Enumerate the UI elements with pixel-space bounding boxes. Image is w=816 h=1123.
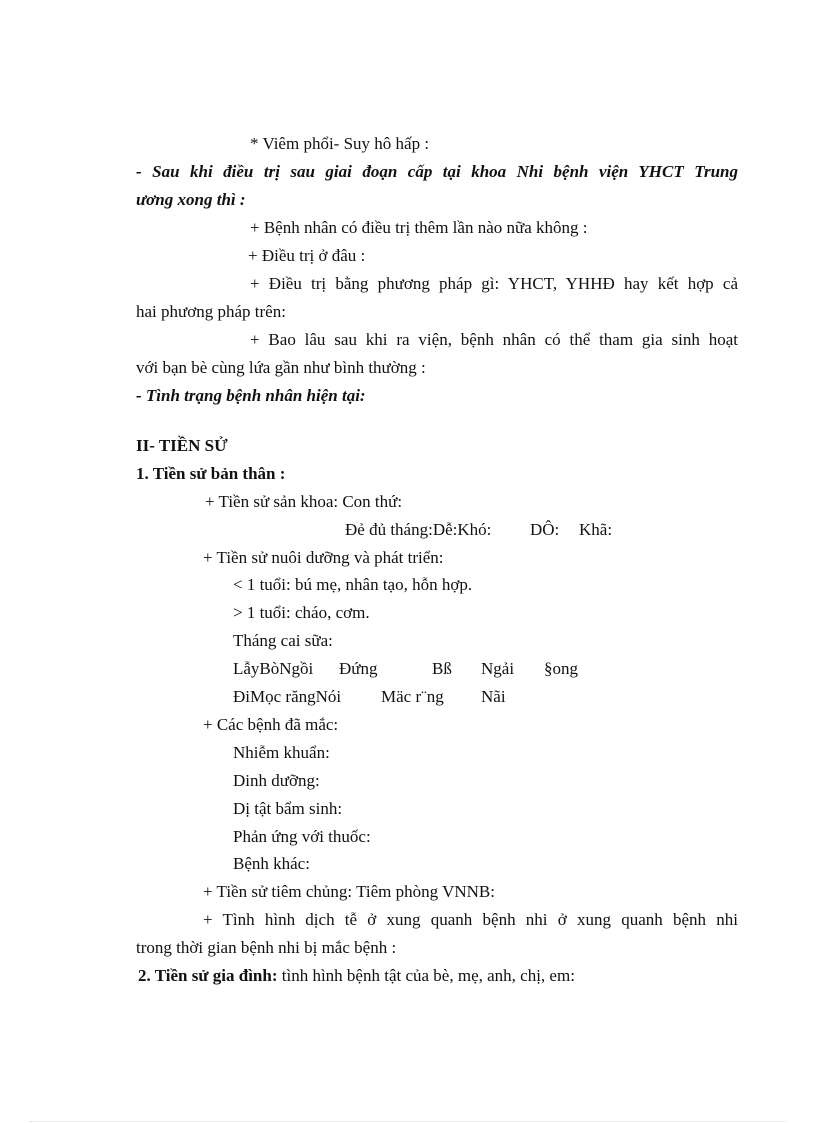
text-line: + Điều trị ở đâu : xyxy=(248,246,366,265)
section-heading: ương xong thì : xyxy=(136,190,246,209)
page-bottom-divider xyxy=(30,1121,786,1122)
text-line: Phản ứng với thuốc: xyxy=(233,827,371,846)
text-line: < 1 tuổi: bú mẹ, nhân tạo, hỗn hợp. xyxy=(233,575,473,594)
text-line: §ong xyxy=(544,659,578,678)
text-line: Tháng cai sữa: xyxy=(233,631,333,650)
text-line: + Các bệnh đã mắc: xyxy=(203,715,339,734)
text-line: + Tình hình dịch tễ ở xung quanh bệnh nhi ở xung quanh bệnh nhi xyxy=(203,910,738,929)
subsection-title: 1. Tiền sử bản thân : xyxy=(136,464,286,483)
text-line: + Điều trị bằng phương pháp gì: YHCT, YHHĐ hay kết hợp cả xyxy=(250,274,738,293)
text-line: tình hình bệnh tật của bè, mẹ, anh, chị, em: xyxy=(277,966,575,985)
section-heading: - Sau khi điều trị sau giai đoạn cấp tại khoa Nhi bệnh viện YHCT Trung xyxy=(136,162,738,181)
text-line: Bß xyxy=(432,659,452,678)
text-line: > 1 tuổi: cháo, cơm. xyxy=(233,603,370,622)
text-line: Bệnh khác: xyxy=(233,854,310,873)
text-line: Đẻ đủ tháng:Dễ:Khó: xyxy=(345,520,492,539)
text-line: LẫyBòNgồi xyxy=(233,659,314,678)
text-line: DÔ: xyxy=(530,520,560,539)
text-line: hai phương pháp trên: xyxy=(136,302,286,321)
text-line: * Viêm phổi- Suy hô hấp : xyxy=(250,134,430,153)
text-line: + Tiền sử sản khoa: Con thứ: xyxy=(205,492,403,511)
chapter-title: II- TIỀN SỬ xyxy=(136,436,228,455)
text-line: Dinh dưỡng: xyxy=(233,771,320,790)
text-line: Ngải xyxy=(481,659,515,678)
text-line: Đứng xyxy=(339,659,378,678)
text-line: + Tiền sử nuôi dưỡng và phát triển: xyxy=(203,548,444,567)
text-line: Dị tật bẩm sinh: xyxy=(233,799,343,818)
text-line: ĐiMọc răngNói xyxy=(233,687,342,706)
text-line: Khã: xyxy=(579,520,613,539)
text-line: + Bao lâu sau khi ra viện, bệnh nhân có thể tham gia sinh hoạt xyxy=(250,330,738,349)
section-heading: - Tình trạng bệnh nhân hiện tại: xyxy=(136,386,366,405)
subsection-title-line xyxy=(138,965,575,987)
subsection-title: 2. Tiền sử gia đình: xyxy=(138,966,278,985)
text-line: + Tiền sử tiêm chủng: Tiêm phòng VNNB: xyxy=(203,882,495,901)
text-line: với bạn bè cùng lứa gần như bình thường : xyxy=(136,358,426,377)
text-line: Nhiễm khuẩn: xyxy=(233,743,330,762)
text-line: Mäc r¨ng xyxy=(381,687,444,706)
text-line: trong thời gian bệnh nhi bị mắc bệnh : xyxy=(136,938,397,957)
text-line: Nãi xyxy=(481,687,506,706)
text-line: + Bệnh nhân có điều trị thêm lần nào nữa không : xyxy=(250,218,588,237)
